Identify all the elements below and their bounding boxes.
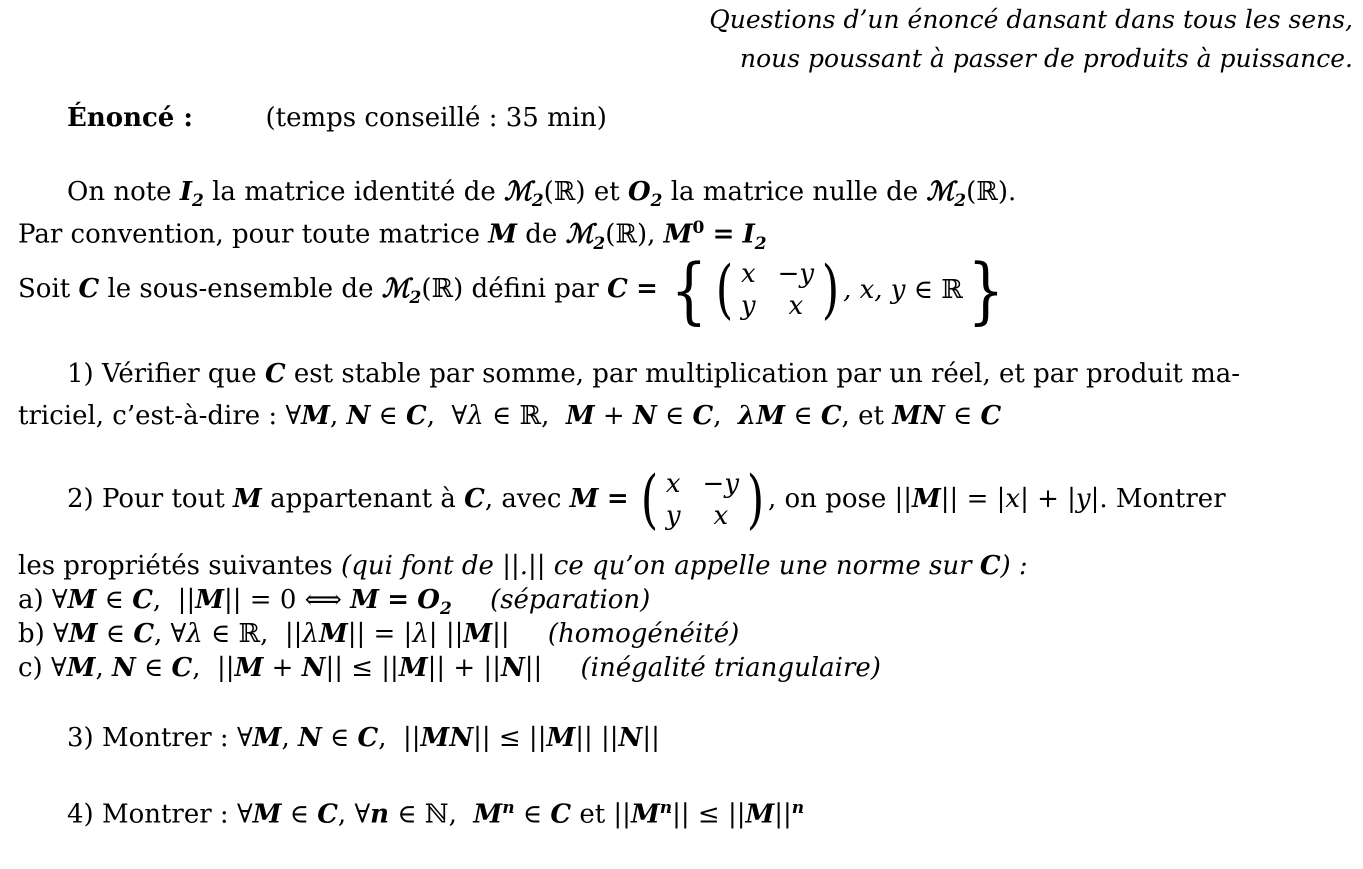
question-3: 3) Montrer : ∀M, N ∈ C, ||MN|| ≤ ||M|| ||N||	[67, 723, 660, 753]
question-4: 4) Montrer : ∀M ∈ C, ∀n ∈ ℕ, $M^n$ ∈ C et $||M^n|| \le ||M||^n$	[67, 798, 805, 830]
q2-text: les propriétés suivantes	[18, 551, 333, 581]
q2-text: 2) Pour tout	[67, 484, 225, 514]
q3-text: 3) Montrer :	[67, 723, 229, 753]
intro-text: Par convention, pour toute matrice	[18, 219, 489, 250]
property-b: b) ∀M ∈ C, ∀λ ∈ ℝ, ||λM|| = |λ| ||M|| (homogénéité)	[18, 619, 740, 649]
q4-text: et	[579, 799, 606, 830]
property-c: c) ∀M, N ∈ C, ||M + N|| ≤ ||M|| + ||N|| (inégalité triangulaire)	[18, 653, 881, 683]
q1-text: est stable par somme, par multiplication par un réel, et par produit ma-	[293, 359, 1241, 389]
intro-line-2: Par convention, pour toute matrice M de ℳ$_2$(ℝ), $M^0 = I_2$	[18, 218, 767, 254]
intro-text: défini par	[463, 274, 608, 304]
intro-text: la matrice nulle de	[662, 177, 927, 207]
intro-line-1: On note $I_2$ la matrice identité de ℳ$_2$(ℝ) et $O_2$ la matrice nulle de ℳ$_2$(ℝ).	[67, 177, 1017, 212]
section-heading	[67, 102, 607, 134]
q2-text: , on pose	[768, 484, 887, 514]
set-definition: { ( x −y y x ) , x, y ∈ ℝ }	[670, 248, 1005, 332]
property-note: (homogénéité)	[547, 619, 740, 649]
intro-text: de	[517, 219, 566, 250]
intro-text: et	[585, 177, 628, 207]
epigraph-line-2: nous poussant à passer de produits à puissance.	[740, 44, 1353, 73]
q2-note: (qui font de ||.|| ce qu’on appelle une norme sur	[341, 551, 972, 581]
question-2-line-1: 2) Pour tout M appartenant à C, avec M = ( x −y y x ) , on pose ||M|| = |x| + |y|. Montrer	[67, 463, 1226, 537]
q2-text: , avec	[484, 484, 562, 514]
heading-title: Énoncé :	[67, 103, 193, 133]
heading-time: (temps conseillé : 35 min)	[265, 103, 607, 133]
intro-line-3: Soit C le sous-ensemble de ℳ$_2$(ℝ) défini par C = { ( x −y y x ) , x, y ∈ ℝ }	[18, 254, 1009, 333]
property-note: (séparation)	[490, 585, 651, 615]
q2-note: ) :	[1000, 551, 1028, 581]
question-2-line-2: les propriétés suivantes (qui font de ||.|| ce qu’on appelle une norme sur C) :	[18, 551, 1028, 581]
question-1-line-2: triciel, c’est-à-dire : ∀M, N ∈ C, ∀λ ∈ ℝ, M + N ∈ C, λM ∈ C, et MN ∈ C	[18, 401, 1002, 431]
q1-text: triciel, c’est-à-dire :	[18, 401, 278, 431]
q1-text: , et	[841, 401, 884, 431]
property-label: a)	[18, 585, 44, 615]
property-label: b)	[18, 619, 45, 649]
epigraph-line-1: Questions d’un énoncé dansant dans tous les sens,	[709, 5, 1353, 34]
q2-text: . Montrer	[1099, 484, 1226, 514]
intro-text: la matrice identité de	[203, 177, 504, 207]
property-note: (inégalité triangulaire)	[580, 653, 881, 683]
intro-text: le sous-ensemble de	[99, 274, 382, 304]
property-label: c)	[18, 653, 43, 683]
q4-text: 4) Montrer :	[67, 799, 229, 830]
property-a: a) ∀M ∈ C, ||M|| = 0 ⟺ $M = O_2$ (séparation)	[18, 585, 651, 620]
q2-text: appartenant à	[270, 484, 456, 514]
q1-text: 1) Vérifier que	[67, 359, 257, 389]
intro-text: On note	[67, 177, 180, 207]
matrix-m: ( x −y y x )	[640, 463, 765, 537]
question-1-line-1: 1) Vérifier que C est stable par somme, par multiplication par un réel, et par produit ma-	[67, 359, 1241, 389]
intro-text: Soit	[18, 274, 79, 304]
